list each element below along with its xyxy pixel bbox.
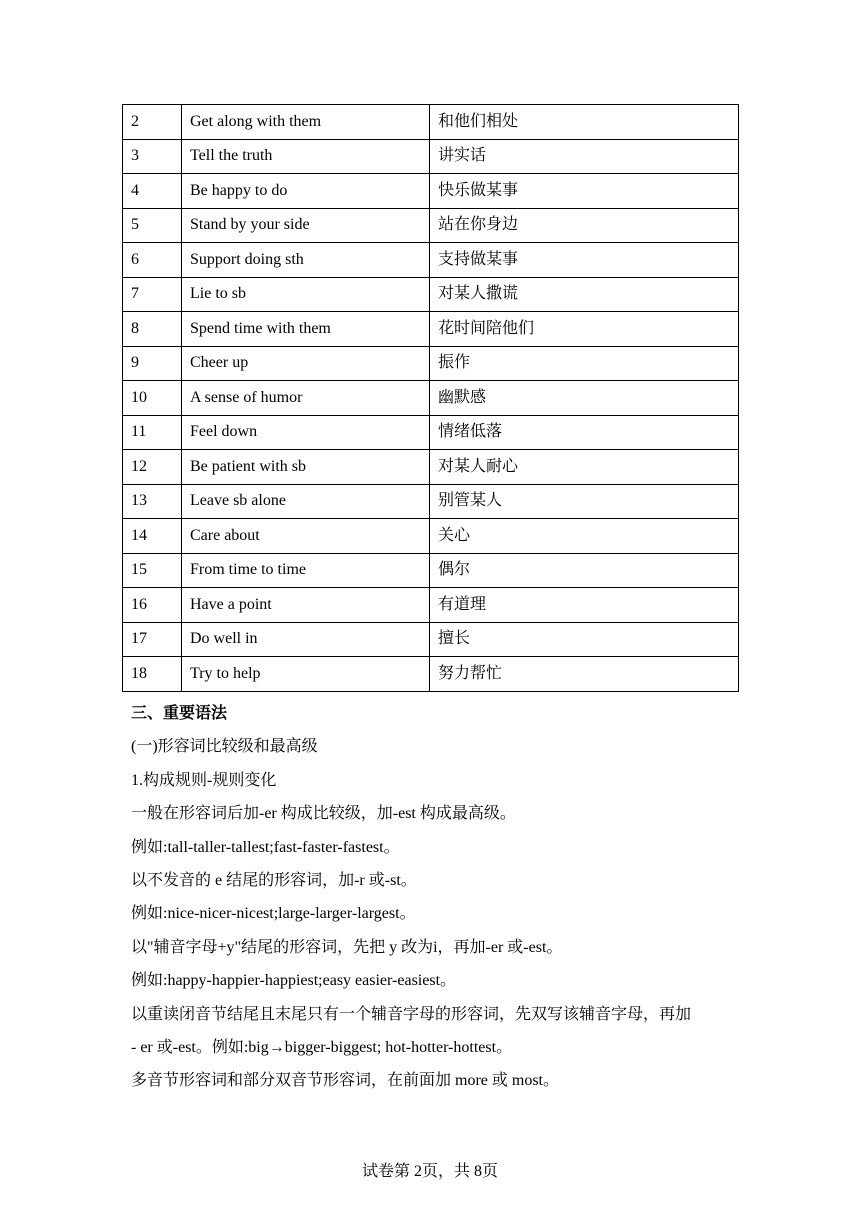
subsection-title: (一)形容词比较级和最高级 xyxy=(131,738,318,756)
table-row xyxy=(123,277,739,312)
table-row xyxy=(123,484,739,519)
chinese-meaning: 花时间陪他们 xyxy=(430,312,739,347)
english-phrase: Try to help xyxy=(182,657,430,692)
table-row xyxy=(123,174,739,209)
chinese-meaning: 擅长 xyxy=(430,622,739,657)
grammar-line: 例如:nice-nicer-nicest;large-larger-largest。 xyxy=(131,905,416,923)
english-phrase: Feel down xyxy=(182,415,430,450)
row-number: 8 xyxy=(123,312,182,347)
table-row xyxy=(123,450,739,485)
english-phrase: Lie to sb xyxy=(182,277,430,312)
table-row xyxy=(123,139,739,174)
english-phrase: Tell the truth xyxy=(182,139,430,174)
english-phrase: From time to time xyxy=(182,553,430,588)
chinese-meaning: 对某人耐心 xyxy=(430,450,739,485)
row-number: 3 xyxy=(123,139,182,174)
grammar-line: 以不发音的 e 结尾的形容词，加-r 或-st。 xyxy=(131,871,417,889)
chinese-meaning: 幽默感 xyxy=(430,381,739,416)
table-row xyxy=(123,243,739,278)
english-phrase: Stand by your side xyxy=(182,208,430,243)
chinese-meaning: 关心 xyxy=(430,519,739,554)
row-number: 14 xyxy=(123,519,182,554)
grammar-line: 一般在形容词后加-er 构成比较级，加-est 构成最高级。 xyxy=(131,805,516,823)
row-number: 6 xyxy=(123,243,182,278)
chinese-meaning: 讲实话 xyxy=(430,139,739,174)
row-number: 12 xyxy=(123,450,182,485)
table-row xyxy=(123,657,739,692)
english-phrase: Support doing sth xyxy=(182,243,430,278)
chinese-meaning: 和他们相处 xyxy=(430,105,739,140)
vocab-table-body xyxy=(123,105,739,692)
english-phrase: Leave sb alone xyxy=(182,484,430,519)
row-number: 4 xyxy=(123,174,182,209)
row-number: 2 xyxy=(123,105,182,140)
row-number: 11 xyxy=(123,415,182,450)
english-phrase: Spend time with them xyxy=(182,312,430,347)
row-number: 17 xyxy=(123,622,182,657)
table-row xyxy=(123,588,739,623)
english-phrase: Be patient with sb xyxy=(182,450,430,485)
row-number: 15 xyxy=(123,553,182,588)
row-number: 16 xyxy=(123,588,182,623)
chinese-meaning: 站在你身边 xyxy=(430,208,739,243)
grammar-line: 多音节形容词和部分双音节形容词，在前面加 more 或 most。 xyxy=(131,1072,559,1090)
row-number: 13 xyxy=(123,484,182,519)
table-row xyxy=(123,415,739,450)
chinese-meaning: 情绪低落 xyxy=(430,415,739,450)
chinese-meaning: 有道理 xyxy=(430,588,739,623)
chinese-meaning: 振作 xyxy=(430,346,739,381)
grammar-line: 例如:happy-happier-happiest;easy easier-easiest。 xyxy=(131,972,457,990)
grammar-section xyxy=(131,697,736,1098)
row-number: 9 xyxy=(123,346,182,381)
english-phrase: Get along with them xyxy=(182,105,430,140)
english-phrase: A sense of humor xyxy=(182,381,430,416)
chinese-meaning: 对某人撒谎 xyxy=(430,277,739,312)
row-number: 18 xyxy=(123,657,182,692)
english-phrase: Cheer up xyxy=(182,346,430,381)
grammar-line: 以"辅音字母+y"结尾的形容词，先把 y 改为i，再加-er 或-est。 xyxy=(131,938,563,956)
table-row xyxy=(123,312,739,347)
english-phrase: Do well in xyxy=(182,622,430,657)
row-number: 7 xyxy=(123,277,182,312)
table-row xyxy=(123,208,739,243)
english-phrase: Care about xyxy=(182,519,430,554)
page-footer: 试卷第 2页，共 8页 xyxy=(361,1163,498,1180)
table-row xyxy=(123,622,739,657)
rule-title: 1.构成规则-规则变化 xyxy=(131,771,277,789)
row-number: 5 xyxy=(123,208,182,243)
english-phrase: Have a point xyxy=(182,588,430,623)
table-row xyxy=(123,519,739,554)
grammar-line: - er 或-est。例如:big→bigger-biggest; hot-hotter-hottest。 xyxy=(131,1038,513,1056)
chinese-meaning: 努力帮忙 xyxy=(430,657,739,692)
grammar-line: 以重读闭音节结尾且末尾只有一个辅音字母的形容词，先双写该辅音字母，再加 xyxy=(131,1005,692,1023)
english-phrase: Be happy to do xyxy=(182,174,430,209)
chinese-meaning: 支持做某事 xyxy=(430,243,739,278)
vocab-table xyxy=(122,104,739,692)
table-row xyxy=(123,105,739,140)
table-row xyxy=(123,346,739,381)
chinese-meaning: 别管某人 xyxy=(430,484,739,519)
grammar-line: 例如:tall-taller-tallest;fast-faster-fastest。 xyxy=(131,838,400,856)
chinese-meaning: 快乐做某事 xyxy=(430,174,739,209)
table-row xyxy=(123,381,739,416)
chinese-meaning: 偶尔 xyxy=(430,553,739,588)
row-number: 10 xyxy=(123,381,182,416)
section-title: 三、重要语法 xyxy=(131,705,228,722)
table-row xyxy=(123,553,739,588)
